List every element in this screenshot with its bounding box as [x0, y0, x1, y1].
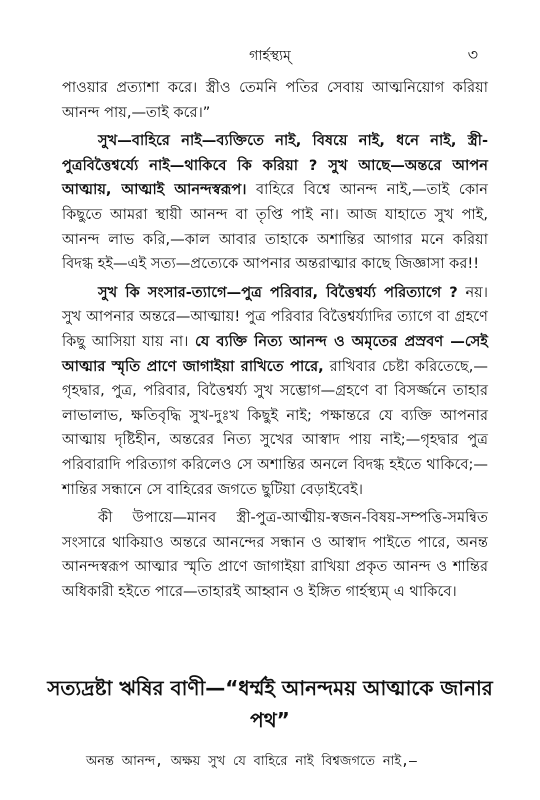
text-segment: সুখ—বাহিরে নাই—ব্যক্তিতে নাই, বিষয়ে নাই, ধনে নাই, স্ত্রী-পুত্রবিত্তৈশ্বর্য্যে নাই—থাকিবে কি করিয়া ? সুখ আছে—অন্তরে আপন আত্মায়, আত্মাই আনন্দস্বরূপ।: [62, 132, 488, 199]
paragraph-3: [62, 281, 488, 502]
text-segment: কী উপায়ে—মানব স্ত্রী-পুত্র-আত্মীয়-স্বজন-বিষয়-সম্পত্তি-সমন্বিত সংসারে থাকিয়াও অন্তরে আনন্দের সন্ধান ও আস্বাদ পাইতে পারে, অনন্ত আনন্দস্বরূপ আত্মার স্মৃতি প্রাণে জাগাইয়া রাখিয়া প্রকৃত আনন্দ ও শান্তির অধিকারী হইতে পারে—তাহারই আহ্বান ও ইঙ্গিত গার্হস্থ্যম্ এ থাকিবে।: [62, 509, 488, 600]
paragraph-4: [62, 506, 488, 604]
paragraph-1: [62, 76, 488, 125]
text-segment: পাওয়ার প্রত্যাশা করে। স্ত্রীও তেমনি পতির সেবায় আত্মনিয়োগ করিয়া আনন্দ পায়,—তাই করে।”: [62, 79, 488, 121]
section-heading: সত্যদ্রষ্টা ঋষির বাণী—“ধর্ম্মই আনন্দময় আত্মাকে জানার পথ”: [47, 676, 493, 732]
page-number: ৩: [467, 45, 478, 64]
text-segment: যে ব্যক্তি নিত্য আনন্দ ও অমৃতের প্রস্রবণ —সেই আত্মার স্মৃতি প্রাণে জাগাইয়া রাখিতে পারে,: [62, 332, 488, 375]
text-segment: রাখিবার চেষ্টা করিতেছে,—গৃহদ্বার, পুত্র, পরিবার, বিত্তৈশ্বর্য্য সুখ সম্ভোগ—গ্রহণে বা বিসর্জ্জনে তাহার লাভালাভ, ক্ষতিবৃদ্ধি সুখ-দুঃখ কিছুই নাই; পক্ষান্তরে যে ব্যক্তি আপনার আত্মায় দৃষ্টিহীন, অন্তরের নিত্য সুখের আস্বাদ পায় নাই;—গৃহদ্বার পুত্র পরিবারাদি পরিত্যাগ করিলেও সে অশান্তির অনলে বিদগ্ধ হইতে থাকিবে;—শান্তির সন্ধানে সে বাহিরের জগতে ছুটিয়া বেড়াইবেই।: [62, 357, 489, 498]
text-segment: সুখ কি সংসার-ত্যাগে—পুত্র পরিবার, বিত্তৈশ্বর্য্য পরিত্যাগে ?: [98, 283, 458, 301]
body-text: [62, 76, 488, 604]
running-head: গার্হস্থ্যম্: [249, 48, 291, 64]
final-line: অনন্ত আনন্দ, অক্ষয় সুখ যে বাহিরে নাই বিশ্বজগতে নাই,—: [86, 754, 417, 769]
text-segment: নয়। সুখ আপনার অন্তরে—আত্মায়! পুত্র পরিবার বিত্তৈশ্বর্য্যাদির ত্যাগে বা গ্রহণে কিছু আসিয়া যায় না।: [62, 283, 489, 350]
text-segment: বাহিরে বিশ্বে আনন্দ নাই,—তাই কোন কিছুতে আমরা স্থায়ী আনন্দ বা তৃপ্তি পাই না। আজ যাহাতে সুখ পাই, আনন্দ লাভ করি,—কাল আবার তাহাকে অশান্তির আগার মনে করিয়া বিদগ্ধ হই—এই সত্য—প্রত্যেকে আপনার অন্তরাত্মার কাছে জিজ্ঞাসা কর!!: [62, 181, 488, 273]
paragraph-2: [62, 129, 488, 277]
